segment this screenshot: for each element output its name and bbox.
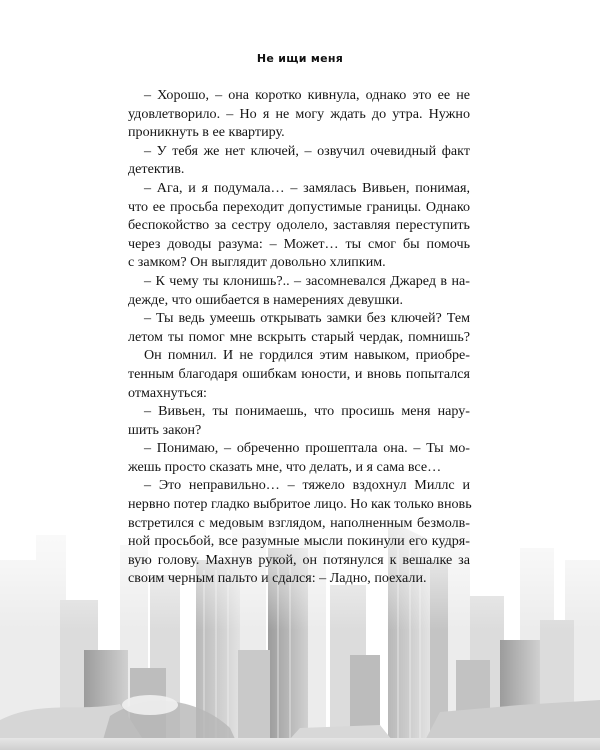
running-head-title: Не ищи меня bbox=[256, 52, 344, 65]
text-line: через доводы разума: – Может… ты смог бы помочь bbox=[128, 235, 470, 252]
text-line: летом ты помог мне вскрыть старый чердак, помнишь? bbox=[128, 328, 470, 345]
text-line: шить закон? bbox=[128, 421, 202, 438]
text-line: что ее просьба переходит допустимые границы. Однако bbox=[128, 198, 470, 215]
text-line: – Это неправильно… – тяжело вздохнул Миллс и bbox=[144, 477, 470, 494]
text-line: своим черным пальто и сдался: – Ладно, поехали. bbox=[128, 570, 427, 587]
text-line: вую голову. Махнув рукой, он потянулся к вешалке за bbox=[128, 551, 470, 568]
text-line: – Понимаю, – обреченно прошептала она. – Ты мо- bbox=[144, 440, 470, 457]
text-line: тенным благодаря ошибкам юности, и вновь попытался bbox=[128, 365, 470, 382]
text-line: деждe, что ошибается в намерениях девушки. bbox=[128, 291, 403, 308]
text-line: – Вивьен, ты понимаешь, что просишь меня нару- bbox=[144, 403, 470, 420]
text-line: проникнуть в ее квартиру. bbox=[128, 124, 285, 141]
text-line: Он помнил. И не гордился этим навыком, приобре- bbox=[144, 347, 470, 364]
text-line: удовлетворило. – Но я не могу ждать до утра. Нужно bbox=[128, 105, 470, 122]
text-line: встретился с медовым взглядом, наполненным безмолв- bbox=[128, 514, 470, 531]
text-line: нервно потер гладко выбритое лицо. Но как только вновь bbox=[128, 496, 472, 513]
text-line: с замком? Он выглядит довольно хлипким. bbox=[128, 254, 386, 271]
text-line: – Хорошо, – она коротко кивнула, однако это ее не bbox=[144, 87, 470, 103]
text-line: беспокойство за сестру одолело, заставляя переступить bbox=[128, 217, 470, 234]
body-text bbox=[128, 86, 470, 588]
text-line: жешь просто сказать мне, что делать, и я сама все… bbox=[128, 458, 442, 475]
text-line: – Ты ведь умеешь открывать замки без ключей? Тем bbox=[144, 310, 470, 327]
text-line: – К чему ты клонишь?.. – засомневался Джаред в на- bbox=[144, 272, 470, 289]
text-line: ной просьбой, все разумные мысли покинули его кудря- bbox=[128, 533, 470, 550]
text-line: – У тебя же нет ключей, – озвучил очевидный факт bbox=[144, 142, 470, 159]
text-line: – Ага, и я подумала… – замялась Вивьен, понимая, bbox=[144, 179, 470, 196]
text-line: детектив. bbox=[128, 161, 185, 178]
text-line: отмахнуться: bbox=[128, 384, 207, 401]
